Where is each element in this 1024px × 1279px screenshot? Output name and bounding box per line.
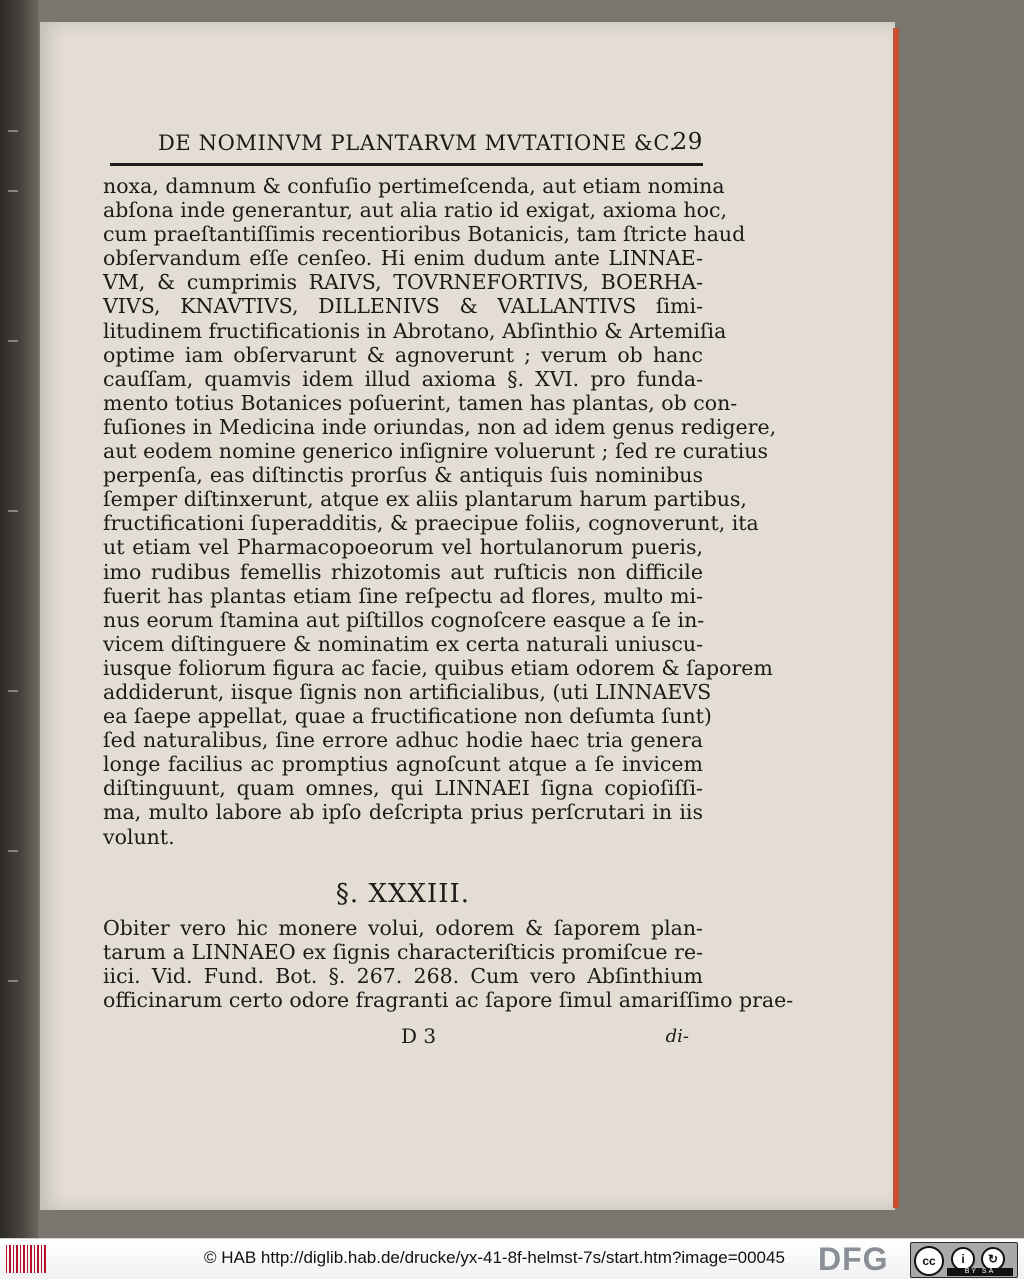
text-line: obſervandum eſſe cenſeo. Hi enim dudum ante LINNAE-: [103, 246, 703, 271]
source-credit-link[interactable]: © HAB http://diglib.hab.de/drucke/yx-41-8f-helmst-7s/start.htm?image=00045: [204, 1248, 785, 1267]
attribution-icon: i: [951, 1247, 975, 1271]
text-line: optime iam obſervarunt & agnoverunt ; verum ob hanc: [103, 342, 703, 367]
text-line: diſtinguunt, quam omnes, qui LINNAEI ſigna copioſiſſi-: [103, 776, 703, 801]
catchword: di-: [665, 1026, 689, 1047]
text-line: nus eorum ſtamina aut piſtillos cognoſcere easque a ſe in-: [103, 607, 705, 632]
text-line: tarum a LINNAEO ex ſignis characteriſticis promiſcue re-: [103, 940, 703, 965]
text-line: aut eodem nomine generico inſignire voluerunt ; ſed re curatius: [103, 439, 768, 464]
text-line: VM, & cumprimis RAIVS, TOVRNEFORTIVS, BOERHA-: [103, 270, 703, 295]
share-alike-icon: ↻: [981, 1247, 1005, 1271]
text-line: vicem diſtinguere & nominatim ex certa naturali uniuscu-: [103, 631, 703, 656]
text-line: noxa, damnum & confuſio pertimeſcenda, aut etiam nomina: [103, 174, 725, 198]
text-line: addiderunt, iisque ſignis non artificialibus, (uti LINNAEVS: [103, 679, 712, 704]
section-heading: §. XXXIII.: [335, 879, 471, 909]
text-line: ea ſaepe appellat, quae a fructificatione non deſumta ſunt): [103, 704, 712, 729]
text-line: imo rudibus femellis rhizotomis aut ruſticis non difficile: [103, 559, 703, 584]
page-number: 29: [672, 129, 703, 155]
signature-mark: D 3: [401, 1024, 437, 1048]
catchline: [103, 1024, 703, 1050]
text-line: VIVS, KNAVTIVS, DILLENIVS & VALLANTIVS ſimi-: [103, 294, 703, 319]
body-text-2: [103, 916, 794, 1013]
margin-marks: [6, 130, 24, 1010]
text-line: cauſſam, quamvis idem illud axioma §. XVI. pro funda-: [103, 366, 703, 391]
head-rule: [110, 163, 703, 166]
dfg-logo: DFG: [818, 1241, 889, 1277]
running-head: [158, 128, 703, 162]
text-line: iusque foliorum figura ac facie, quibus etiam odorem & ſaporem: [103, 655, 773, 680]
text-line: fructificationi ſuperadditis, & praecipue foliis, cognoverunt, ita: [103, 511, 759, 536]
text-line: ſemper diſtinxerunt, atque ex aliis plantarum harum partibus,: [103, 487, 747, 512]
cc-icon: cc: [914, 1246, 944, 1276]
page-red-edge: [893, 28, 899, 1208]
text-line: ma, multo labore ab ipſo deſcripta prius perſcrutari in iis: [103, 800, 703, 825]
text-line: officinarum certo odore fragranti ac ſapore ſimul amariſſimo prae-: [103, 988, 794, 1013]
license-band: BY SA: [947, 1268, 1013, 1276]
text-line: cum praeſtantiſſimis recentioribus Botanicis, tam ſtricte haud: [103, 222, 746, 247]
viewer-footer: [0, 1238, 1024, 1279]
text-line: abſona inde generantur, aut alia ratio id exigat, axioma hoc,: [103, 198, 727, 223]
body-text: [103, 174, 777, 849]
text-line: ſed naturalibus, ſine errore adhuc hodie haec tria genera: [103, 728, 703, 753]
text-line: perpenſa, eas diſtinctis prorſus & antiquis ſuis nominibus: [103, 463, 703, 488]
running-title: DE NOMINVM PLANTARVM MVTATIONE &C.: [158, 131, 677, 155]
cc-by-sa-icon[interactable]: [910, 1242, 1018, 1278]
text-line: fuerit has plantas etiam ſine reſpectu ad flores, multo mi-: [103, 583, 703, 608]
text-line: fuſiones in Medicina inde oriundas, non ad idem genus redigere,: [103, 414, 777, 439]
text-line: Obiter vero hic monere volui, odorem & ſaporem plan-: [103, 916, 703, 940]
text-line: longe facilius ac promptius agnoſcunt atque a ſe invicem: [103, 752, 703, 777]
text-line: volunt.: [103, 824, 175, 849]
text-line: ut etiam vel Pharmacopoeorum vel hortulanorum pueris,: [103, 535, 703, 560]
barcode-icon: [6, 1245, 46, 1273]
text-line: mento totius Botanices poſuerint, tamen has plantas, ob con-: [103, 390, 738, 415]
text-line: iici. Vid. Fund. Bot. §. 267. 268. Cum vero Abſinthium: [103, 964, 703, 989]
text-line: litudinem fructificationis in Abrotano, Abſinthio & Artemiſia: [103, 318, 727, 343]
